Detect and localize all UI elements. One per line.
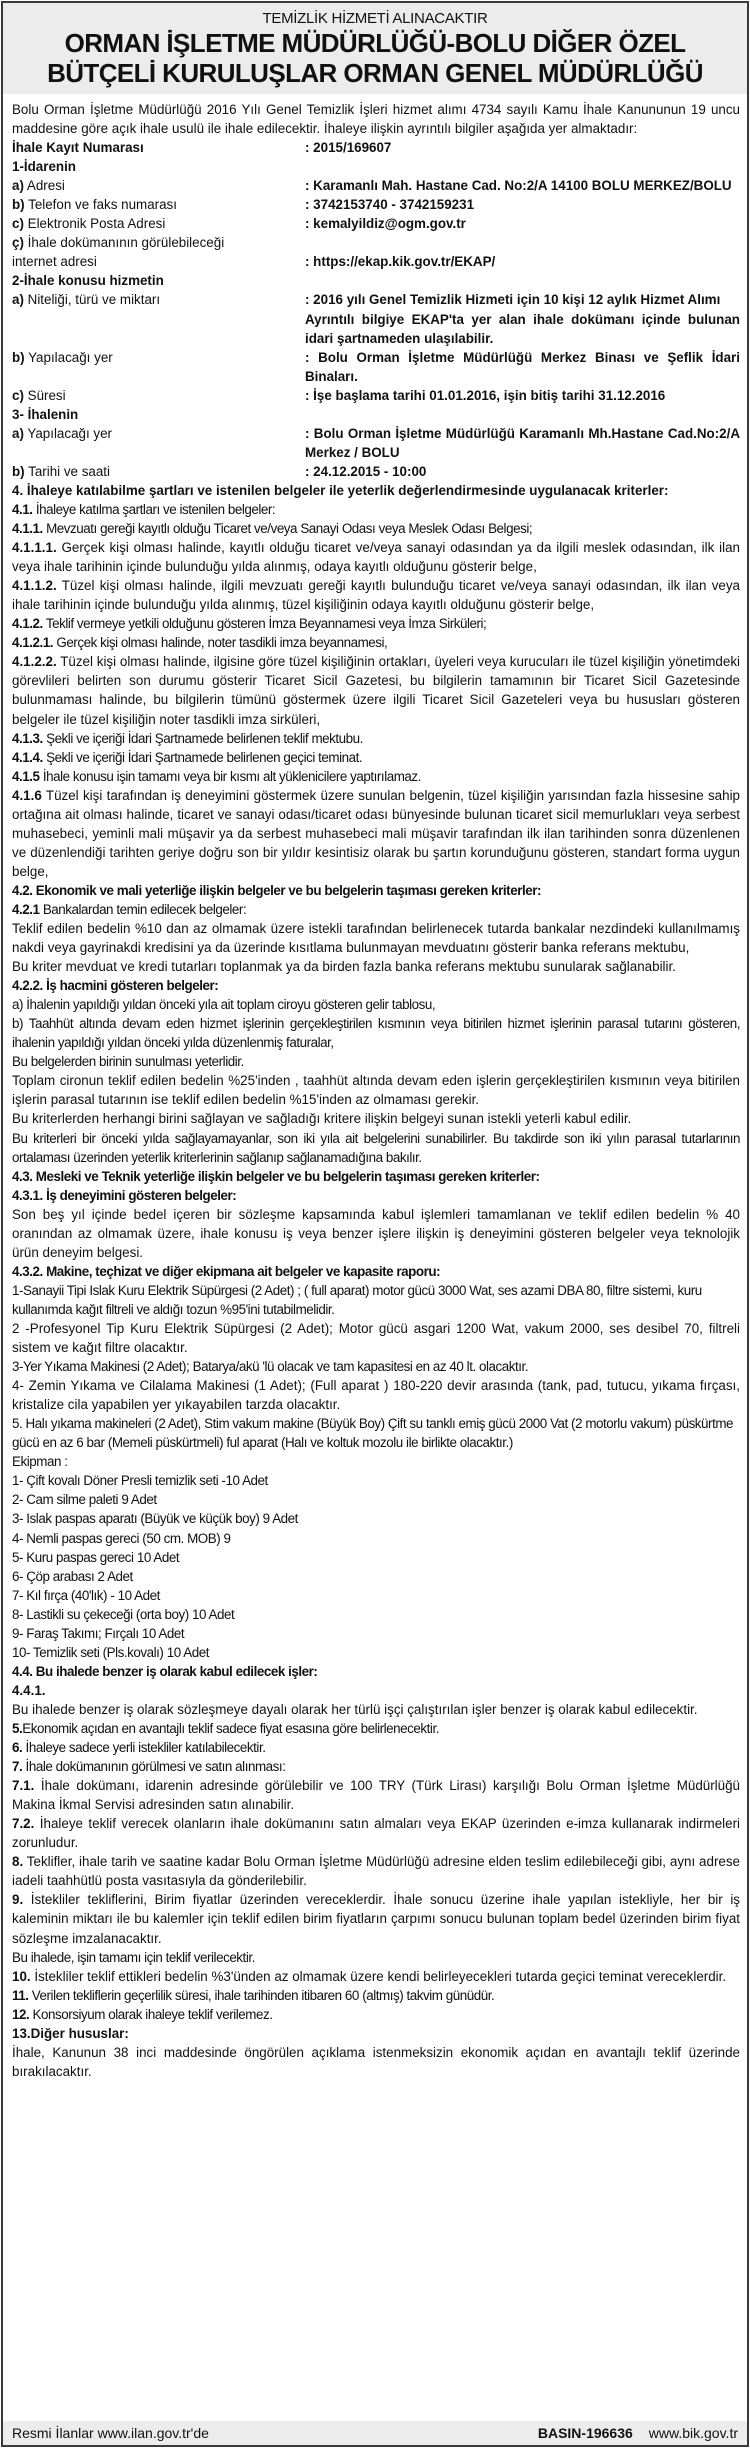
registry-label: İhale Kayıt Numarası [12, 140, 144, 156]
section3-row [12, 462, 740, 481]
footer-resmi-ilanlar: Resmi İlanlar www.ilan.gov.tr'de [12, 2425, 209, 2441]
section4-item-num: 4.1.5 [12, 768, 40, 784]
clause [12, 1757, 740, 1776]
section1-row-label-text: Adresi [23, 178, 65, 194]
equipment-item: 10- Temizlik seti (Pls.kovalı) 10 Adet [12, 1644, 209, 1660]
section2-row-value [305, 348, 740, 386]
clause-text: Verilen tekliflerin geçerlilik süresi, ihale tarihinden itibaren 60 (altmış) takvim günüdür. [28, 1987, 495, 2003]
section4-item [12, 500, 740, 519]
section4-item [12, 748, 740, 767]
section421-num: 4.2.1 [12, 901, 40, 917]
section441-num: 4.4.1. [12, 1682, 46, 1698]
section1-row-label [12, 195, 305, 214]
header-supertitle: TEMİZLİK HİZMETİ ALINACAKTIR [262, 10, 488, 27]
section1-row-value [305, 214, 740, 233]
section4-item [12, 633, 740, 652]
section2-rows [12, 290, 740, 404]
section431-title: 4.3.1. İş deneyimini gösteren belgeler: [12, 1187, 237, 1203]
section1-row-value-text: : kemalyildiz@ogm.gov.tr [305, 216, 466, 232]
section3-row-key: a) [12, 425, 24, 441]
registry-row [12, 138, 740, 157]
section3-row [12, 424, 740, 462]
equipment-title: Ekipman : [12, 1454, 68, 1470]
section1-row-label [12, 214, 305, 233]
section3-row-value [305, 424, 740, 462]
section4-item-num: 4.1.4. [12, 749, 43, 765]
section2-row-label-text: Yapılacağı yer [24, 349, 113, 365]
machine-list [12, 1281, 740, 1452]
section4-item-num: 4.1.6 [12, 787, 42, 803]
section1-rows [12, 176, 740, 271]
section421 [12, 900, 740, 919]
section2-row-value-text: : Bolu Orman İşletme Müdürlüğü Merkez Binası ve Şeflik İdari Binaları. [305, 349, 740, 384]
section4-item-num: 4.1.1.2. [12, 578, 57, 594]
clause [12, 1738, 740, 1757]
section431-text: Son beş yıl içinde bedel içeren bir sözleşme kapsamında kabul işlemleri tamamlanan ve teklif edilen bedelin % 40 oranından az olmamak üzere, ihale konusu iş veya benzer işlere ilişkin iş deneyimini gösteren belgeler veya teknolojik ürün deneyim belgesi. [12, 1206, 740, 1260]
section1-row-key: ç) [12, 235, 24, 251]
section42-title: 4.2. Ekonomik ve mali yeterliğe ilişkin belgeler ve bu belgelerin taşıması gereken kriterler: [12, 882, 541, 898]
section4-item-num: 4.1.1.1. [12, 540, 57, 556]
section2-row-key: b) [12, 349, 25, 365]
section1-row [12, 195, 740, 214]
section13-text: İhale, Kanunun 38 inci maddesinde öngörülen açıklama istenmeksizin ekonomik açıdan en avantajlı teklif üzerinde bırakılacaktır. [12, 2044, 740, 2079]
clause-num: 7.2. [12, 1816, 35, 1832]
intro-paragraph: Bolu Orman İşletme Müdürlüğü 2016 Yılı Genel Temizlik İşleri hizmet alımı 4734 sayılı Kamu İhale Kanununun 19 uncu maddesine göre açık ihale usulü ile ihale edilecektir. İhaleye ilişkin ayrıntılı bilgiler aşağıda yer almaktadır: [12, 102, 740, 137]
clause-num: 12. [12, 2006, 30, 2022]
section2-title: 2-İhale konusu hizmetin [12, 273, 164, 289]
section2-row-key: a) [12, 292, 24, 308]
section4-item-text: Teklif vermeye yetkili olduğunu gösteren İmza Beyannamesi veya İmza Sirküleri; [42, 616, 487, 632]
clause-text: İhaleye sadece yerli istekliler katılabilecektir. [22, 1740, 266, 1756]
clause-text: İstekliler teklif ettikleri bedelin %3'ünden az olmamak üzere kendi belirleyecekleri tutarda geçici teminat vereceklerdir. [30, 1968, 727, 1984]
section2-row-value-text: : İşe başlama tarihi 01.01.2016, işin bitiş tarihi 31.12.2016 [305, 387, 666, 403]
section2-row [12, 386, 740, 405]
section4-item-text: Gerçek kişi olması halinde, noter tasdikli imza beyannamesi, [53, 635, 388, 651]
footer-site: www.bik.gov.tr [648, 2425, 738, 2441]
equipment-item: 1- Çift kovalı Döner Presli temizlik seti -10 Adet [12, 1473, 268, 1489]
section4-item-num: 4.1.3. [12, 730, 43, 746]
clause-text: İhale dokümanı, idarenin adresinde görülebilir ve 100 TRY (Türk Lirası) karşılığı Bolu Orman İşletme Müdürlüğü Makina İkmal Servisi adresinden satın alınabilir. [12, 1778, 740, 1813]
footer-basin-code: BASIN-196636 [537, 2425, 633, 2441]
section4-item-num: 4.1. [12, 501, 33, 517]
clause [12, 1852, 740, 1890]
clause-text: İhale dokümanının görülmesi ve satın alınması: [22, 1759, 286, 1775]
section4-item [12, 519, 740, 538]
section1-row-value [305, 195, 740, 214]
section4-item-text: Şekli ve içeriği İdari Şartnamede belirlenen teklif mektubu. [42, 730, 363, 746]
header-title-line1: ORMAN İŞLETME MÜDÜRLÜĞÜ-BOLU DİĞER ÖZEL [64, 28, 686, 58]
section4-item-text: Şekli ve içeriği İdari Şartnamede belirlenen geçici teminat. [42, 749, 363, 765]
section422-f: Bu kriterleri bir önceki yılda sağlayamayanlar, son iki yıla ait belgelerini sunabilirler. Bu takdirde son iki yılın parasal tutarlarının ortalaması üzerinden yeterlik kriterlerinin sağlanıp sağlanamadığına bakılır. [12, 1130, 740, 1165]
section1-row-key: c) [12, 216, 24, 232]
section1-row-key: b) [12, 197, 25, 213]
section2-row-extra: Ayrıntılı bilgiye EKAP'ta yer alan ihale dokümanı içinde bulunan idari şartnameden ulaşılabilir. [305, 311, 740, 346]
announcement-footer [3, 2421, 747, 2445]
section422-d: Toplam cironun teklif edilen bedelin %25'inden , taahhüt altında devam eden işlerin gerçekleştirilen kısmının veya bitirilen işlerin parasal tutarının ise teklif edilen bedelin %15'inden az olmaması gerekir. [12, 1073, 740, 1108]
section422-title: 4.2.2. İş hacmini gösteren belgeler: [12, 978, 219, 994]
announcement-frame [1, 1, 749, 2447]
section2-row [12, 290, 740, 347]
section4-item [12, 576, 740, 614]
section2-row-label [12, 290, 305, 347]
clause-num: 6. [12, 1740, 23, 1756]
section422-a: a) İhalenin yapıldığı yıldan önceki yıla ait toplam ciroyu gösteren gelir tablosu, [12, 997, 436, 1013]
clause [12, 1986, 740, 2005]
section4-item-text: İhaleye katılma şartları ve istenilen belgeler: [32, 501, 276, 517]
section1-row-label-text: Telefon ve faks numarası [24, 197, 177, 213]
section422-b: b) Taahhüt altında devam eden hizmet işlerinin gerçekleştirilen kısmının veya bitirilen hizmet işlerinin parasal tutarını gösteren, ihalenin yapıldığı yıldan önceki yılda düzenlenmiş faturalar, [12, 1016, 740, 1051]
section1-row-key: a) [12, 178, 24, 194]
clause-num: 9. [12, 1892, 24, 1908]
equipment-item: 8- Lastikli su çekeceği (orta boy) 10 Adet [12, 1606, 235, 1622]
clause [12, 1890, 740, 1947]
section2-row-label-text: Süresi [23, 387, 66, 403]
section1-row-value-text: : Karamanlı Mah. Hastane Cad. No:2/A 14100 BOLU MERKEZ/BOLU [305, 178, 732, 194]
equipment-item: 9- Faraş Takımı; Fırçalı 10 Adet [12, 1625, 185, 1641]
clause-num: 5. [12, 1720, 23, 1736]
clause-num: 10. [12, 1968, 31, 1984]
section4-item [12, 767, 740, 786]
section2-row-label [12, 386, 305, 405]
section4-item-text: Gerçek kişi olması halinde, kayıtlı olduğu ticaret ve/veya sanayi odasından ya da ilgili meslek odasından, ilk ilan veya ihale tarihinin içinde bulunduğu yılda alınmış, odaya kayıtlı olduğunu gösterir belge, [12, 540, 740, 575]
section4-item [12, 652, 740, 728]
section3-row-label-text: Tarihi ve saati [24, 463, 110, 479]
machine-item: 1-Sanayii Tipi Islak Kuru Elektrik Süpürgesi (2 Adet) ; ( full aparat) motor gücü 3000 Wat, ses azami DBA 80, filtre sistemi, kuru kullanımda kağıt filtreli ve aldığı tozun %95'ini tutabilmelidir. [12, 1282, 702, 1317]
section4-item-num: 4.1.2.2. [12, 654, 57, 670]
section3-row-value-text: : 24.12.2015 - 10:00 [305, 463, 427, 479]
machine-item: 3-Yer Yıkama Makinesi (2 Adet); Batarya/akü 'lü olacak ve tam kapasitesi en az 40 lt. olacaktır. [12, 1359, 529, 1375]
section4-item [12, 729, 740, 748]
section2-row-key: c) [12, 387, 24, 403]
section2-row-value [305, 386, 740, 405]
section42-p2: Bu kriter mevduat ve kredi tutarları toplanmak ya da birden fazla banka referans mektubu sunularak sağlanabilir. [12, 959, 676, 975]
section1-row-label-text: Elektronik Posta Adresi [23, 216, 166, 232]
announcement-header [3, 3, 747, 94]
section422-e: Bu kriterlerden herhangi birini sağlayan ve sağladığı kritere ilişkin belgeyi sunan istekli yeterli kabul edilir. [12, 1111, 632, 1127]
section2-row-value-text: : 2016 yılı Genel Temizlik Hizmeti için 10 kişi 12 aylık Hizmet Alımı [305, 292, 721, 308]
section1-row [12, 176, 740, 195]
machine-item: 2 -Profesyonel Tip Kuru Elektrik Süpürgesi (2 Adet); Motor gücü asgari 1200 Wat, vakum 2000, ses desibel 70, filtreli sistem ve kağıt filtre olacaktır. [12, 1321, 740, 1356]
section4-item-text: İhale konusu işin tamamı veya bir kısmı alt yüklenicilere yaptırılamaz. [39, 768, 421, 784]
clause-text: İhaleye teklif verecek olanların ihale dokümanını satın almaları veya EKAP üzerinden e-imza kullanarak indirmeleri zorunludur. [12, 1816, 740, 1851]
equipment-item: 7- Kıl fırça (40'lık) - 10 Adet [12, 1587, 160, 1603]
section1-row [12, 214, 740, 233]
section2-row-label-text: Niteliği, türü ve miktarı [23, 292, 161, 308]
section44-title: 4.4. Bu ihalede benzer iş olarak kabul edilecek işler: [12, 1663, 318, 1679]
clause [12, 2005, 740, 2024]
clause [12, 1719, 740, 1738]
section3-rows [12, 424, 740, 481]
equipment-item: 5- Kuru paspas gereci 10 Adet [12, 1549, 180, 1565]
clause [12, 1967, 740, 1986]
section1-row-value-text: : 3742153740 - 3742159231 [305, 197, 475, 213]
section4-item-text: Tüzel kişi olması halinde, ilgili mevzuatı gereği kayıtlı bulunduğu ticaret ve/veya sanayi odasından, ilk ilan veya ihale tarihinin içinde bulunduğu yılda alınmış, tüzel kişiliğinin odaya kayıtlı olduğunu gösterir belge, [12, 578, 740, 613]
section4-title: 4. İhaleye katılabilme şartları ve istenilen belgeler ile yeterlik değerlendirmesinde uygulanacak kriterler: [12, 482, 669, 498]
section2-row-label [12, 348, 305, 386]
clause [12, 1814, 740, 1852]
section1-row-value [305, 176, 740, 195]
section3-title: 3- İhalenin [12, 406, 79, 422]
equipment-item: 3- Islak paspas aparatı (Büyük ve küçük boy) 9 Adet [12, 1511, 298, 1527]
section422-c: Bu belgelerden birinin sunulması yeterlidir. [12, 1054, 244, 1070]
section1-row-value [305, 252, 740, 271]
section4-item [12, 614, 740, 633]
section4-item-num: 4.1.2.1. [12, 635, 54, 651]
remaining-clauses [12, 1719, 740, 2024]
section43-title: 4.3. Mesleki ve Teknik yeterliğe ilişkin belgeler ve bu belgelerin taşıması gereken kriterler: [12, 1168, 540, 1184]
section4-item-num: 4.1.1. [12, 521, 43, 537]
section421-text: Bankalardan temin edilecek belgeler: [39, 901, 247, 917]
section4-item-text: Tüzel kişi olması halinde, ilgisine göre tüzel kişiliğinin ortakları, üyeleri veya kurucuları ile tüzel kişiliğin yönetimdeki görevlileri belirten son durumu gösterir Ticaret Sicil Gazetesi, bu bilgilerin tamamının bir Ticaret Sicil Gazetesinde bulunmaması halinde, bu bilgilerin tümünü göstermek üzere ilgili Ticaret Sicil Gazeteleri veya bu hususları gösteren belgeler ile tüzel kişiliğin noter tasdikli imza sirküleri, [12, 654, 740, 727]
section3-row-label-text: Yapılacağı yer [23, 425, 113, 441]
section1-row [12, 233, 740, 271]
section13-title: 13.Diğer hususlar: [12, 2025, 129, 2041]
section42-p1: Teklif edilen bedelin %10 dan az olmamak üzere istekli tarafından belirlenecek tutarda bankalar nezdindeki kullanılmamış nakdi veya gayrinakdi kredisini ya da üzerinde kısıtlama bulunmayan mevduatını gösterir banka referans mektubu, [12, 921, 740, 956]
equipment-list [12, 1471, 740, 1661]
equipment-item: 4- Nemli paspas gereci (50 cm. MOB) 9 [12, 1530, 231, 1546]
clause-num: 7.1. [12, 1778, 35, 1794]
section432-title: 4.3.2. Makine, teçhizat ve diğer ekipmana ait belgeler ve kapasite raporu: [12, 1263, 441, 1279]
section3-row-value-text: : Bolu Orman İşletme Müdürlüğü Karamanlı Mh.Hastane Cad.No:2/A Merkez / BOLU [305, 425, 740, 460]
section1-row-value-text: : https://ekap.kik.gov.tr/EKAP/ [305, 254, 496, 270]
clause-text: Bu ihalede, işin tamamı için teklif verilecektir. [12, 1949, 255, 1965]
machine-item: 5. Halı yıkama makineleri (2 Adet), Stim vakum makine (Büyük Boy) Çift su tanklı emiş gücü 2000 Vat (2 motorlu vakum) püskürtme gücü en az 6 bar (Memeli püskürtmeli) ful aparat (Halı ve koltuk mozolu ile birlikte olacaktır.) [12, 1416, 734, 1451]
clause-text: Teklifler, ihale tarih ve saatine kadar Bolu Orman İşletme Müdürlüğü adresine elden teslim edilebileceği gibi, aynı adrese iadeli taahhütlü posta vasıtasıyla da gönderilebilir. [12, 1854, 740, 1889]
machine-item: 4- Zemin Yıkama ve Cilalama Makinesi (1 Adet); (Full aparat ) 180-220 devir arasında (tank, pad, tutucu, yıkama fırçası, kristalize cila yapabilen yer yıkayabilen tarzda olacaktır. [12, 1378, 740, 1413]
section1-row-label-text: İhale dokümanının görülebileceği internet adresi [12, 235, 225, 270]
section4-items [12, 500, 740, 881]
clause [12, 1776, 740, 1814]
header-title-line2: BÜTÇELİ KURULUŞLAR ORMAN GENEL MÜDÜRLÜĞÜ [47, 58, 703, 88]
clause-text: Konsorsiyum olarak ihaleye teklif verilemez. [29, 2006, 273, 2022]
section3-row-label [12, 462, 305, 481]
section441-text: Bu ihalede benzer iş olarak sözleşmeye dayalı olarak her türlü işçi çalıştırılan işler benzer iş olarak kabul edilecektir. [12, 1701, 698, 1717]
section4-item [12, 538, 740, 576]
section2-row-value [305, 290, 740, 347]
clause [12, 1948, 740, 1967]
section3-row-key: b) [12, 463, 25, 479]
equipment-item: 2- Cam silme paleti 9 Adet [12, 1492, 157, 1508]
section1-row-label [12, 233, 305, 271]
section1-title: 1-İdarenin [12, 159, 76, 175]
section4-item [12, 786, 740, 881]
announcement-body [3, 94, 747, 2421]
clause-num: 7. [12, 1759, 23, 1775]
section1-row-label [12, 176, 305, 195]
section4-item-text: Tüzel kişi tarafından iş deneyimini göstermek üzere sunulan belgenin, tüzel kişiliğin yarısından fazla hissesine sahip ortağına ait olması halinde, ticaret ve sanayi odası/ticaret odası bünyesinde bulunan ticaret sicil memurlukları veya serbest muhasebeci, yeminli mali müşavir ya da serbest muhasebeci mali müşavir tarafından ilk ilan tarihinden sonra düzenlenen ve düzenlendiği tarihten geriye doğru son bir yıldır kesintisiz olarak bu şartın korunduğunu gösteren, standart forma uygun belge, [12, 787, 740, 879]
equipment-item: 6- Çöp arabası 2 Adet [12, 1568, 133, 1584]
section4-item-num: 4.1.2. [12, 616, 43, 632]
registry-value: : 2015/169607 [305, 140, 392, 156]
clause-num: 8. [12, 1854, 24, 1870]
section4-item-text: Mevzuatı gereği kayıtlı olduğu Ticaret ve/veya Sanayi Odası veya Meslek Odası Belgesi; [42, 521, 533, 537]
section2-row [12, 348, 740, 386]
section3-row-value [305, 462, 740, 481]
clause-text: İstekliler tekliflerini, Birim fiyatlar üzerinden vereceklerdir. İhale sonucu üzerine ihale yapılan istekliyle, her bir iş kaleminin miktarı ile bu kalemler için teklif edilen birim fiyatların çarpımı sonucu bulunan toplam bedel üzerinden birim fiyat sözleşme imzalanacaktır. [12, 1892, 740, 1946]
section3-row-label [12, 424, 305, 462]
clause-text: Ekonomik açıdan en avantajlı teklif sadece fiyat esasına göre belirlenecektir. [22, 1720, 439, 1736]
clause-num: 11. [12, 1987, 29, 2003]
